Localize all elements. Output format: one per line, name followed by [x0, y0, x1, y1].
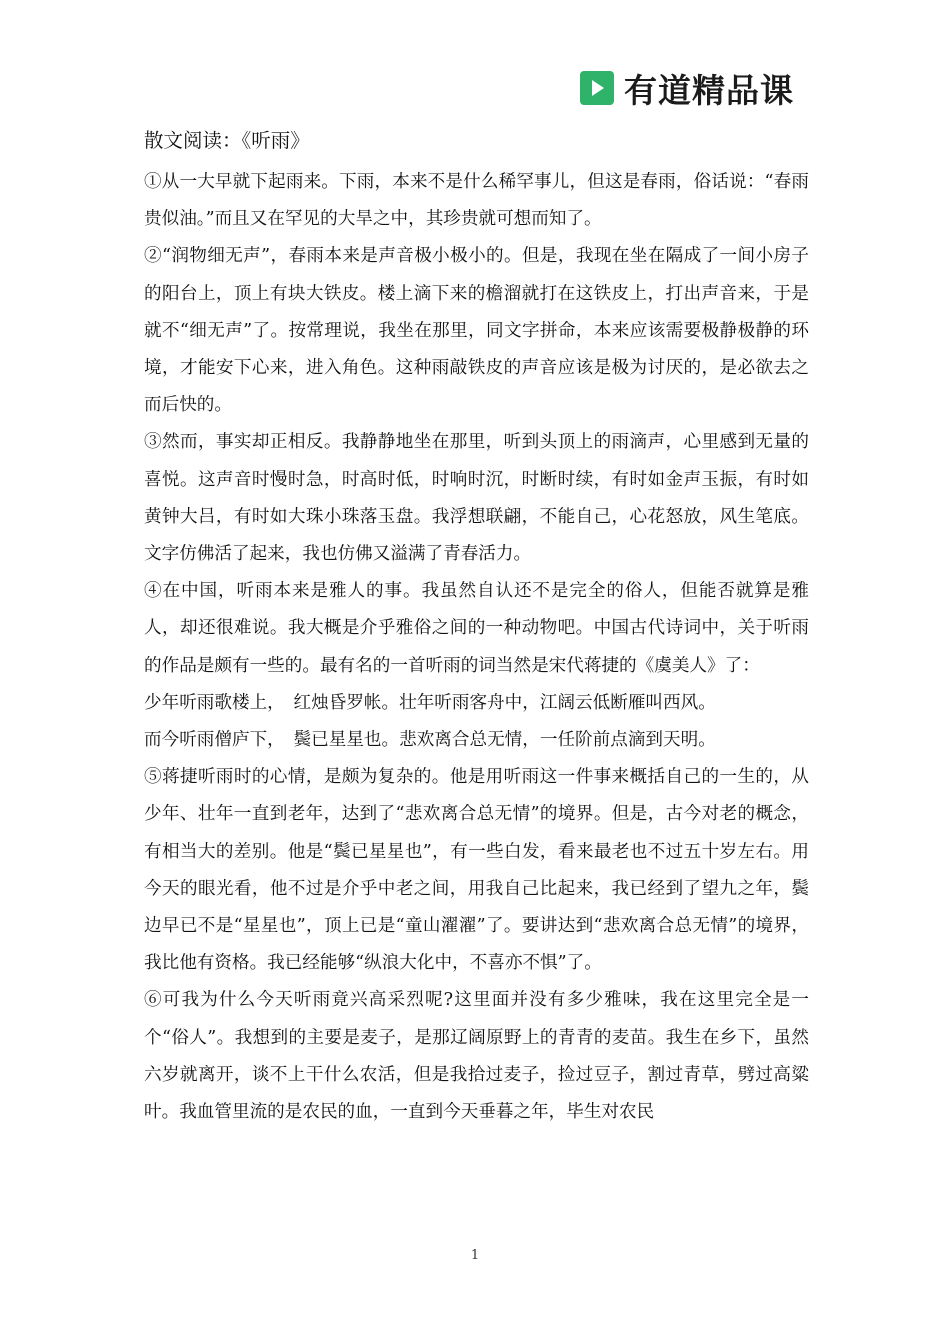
poem-line-2: 而今听雨僧庐下， 鬓已星星也。悲欢离合总无情，一任阶前点滴到天明。 — [144, 730, 716, 751]
paragraph-6: ⑥可我为什么今天听雨竟兴高采烈呢?这里面并没有多少雅味，我在这里完全是一个“俗人”。我想到的主要是麦子，是那辽阔原野上的青青的麦苗。我生在乡下，虽然六岁就离开，谈不上干什么农活，但是我拾过麦子，捡过豆子，割过青草，劈过高粱叶。我血管里流的是农民的血，一直到今天垂暮之年，毕生对农民 — [144, 990, 809, 1123]
poem-line-1: 少年听雨歌楼上， 红烛昏罗帐。壮年听雨客舟中，江阔云低断雁叫西风。 — [144, 692, 716, 713]
logo-text: 有道精品课 — [624, 70, 794, 110]
paragraph-3: ③然而，事实却正相反。我静静地坐在那里，听到头顶上的雨滴声，心里感到无量的喜悦。这声音时慢时急，时高时低，时响时沉，时断时续，有时如金声玉振，有时如黄钟大吕，有时如大珠小珠落玉盘。我浮想联翩，不能自己，心花怒放，风生笔底。文字仿佛活了起来，我也仿佛又溢满了青春活力。 — [144, 432, 809, 565]
paragraph-1: ①从一大早就下起雨来。下雨，本来不是什么稀罕事儿，但这是春雨，俗话说：“春雨贵似油。”而且又在罕见的大旱之中，其珍贵就可想而知了。 — [144, 172, 809, 230]
paragraph-2: ②“润物细无声”，春雨本来是声音极小极小的。但是，我现在坐在隔成了一间小房子的阳台上，顶上有块大铁皮。楼上滴下来的檐溜就打在这铁皮上，打出声音来，于是就不“细无声”了。按常理说，我坐在那里，同文字拼命，本来应该需要极静极静的环境，才能安下心来，进入角色。这种雨敲铁皮的声音应该是极为讨厌的，是必欲去之而后快的。 — [144, 246, 809, 416]
paragraph-5: ⑤蒋捷听雨时的心情，是颇为复杂的。他是用听雨这一件事来概括自己的一生的，从少年、壮年一直到老年，达到了“悲欢离合总无情”的境界。但是，古今对老的概念，有相当大的差别。他是“鬓已星星也”，有一些白发，看来最老也不过五十岁左右。用今天的眼光看，他不过是介乎中老之间，用我自己比起来，我已经到了望九之年，鬓边早已不是“星星也”，顶上已是“童山濯濯”了。要讲达到“悲欢离合总无情”的境界，我比他有资格。我已经能够“纵浪大化中，不喜亦不惧”了。 — [144, 767, 809, 974]
document-body — [144, 122, 809, 1131]
brand-logo — [580, 66, 794, 110]
play-logo-icon — [580, 71, 614, 105]
document-title: 散文阅读：《听雨》 — [144, 129, 310, 152]
page-number: 1 — [470, 1248, 480, 1263]
paragraph-4: ④在中国，听雨本来是雅人的事。我虽然自认还不是完全的俗人，但能否就算是雅人，却还很难说。我大概是介乎雅俗之间的一种动物吧。中国古代诗词中，关于听雨的作品是颇有一些的。最有名的一首听雨的词当然是宋代蒋捷的《虞美人》了： — [144, 581, 809, 676]
